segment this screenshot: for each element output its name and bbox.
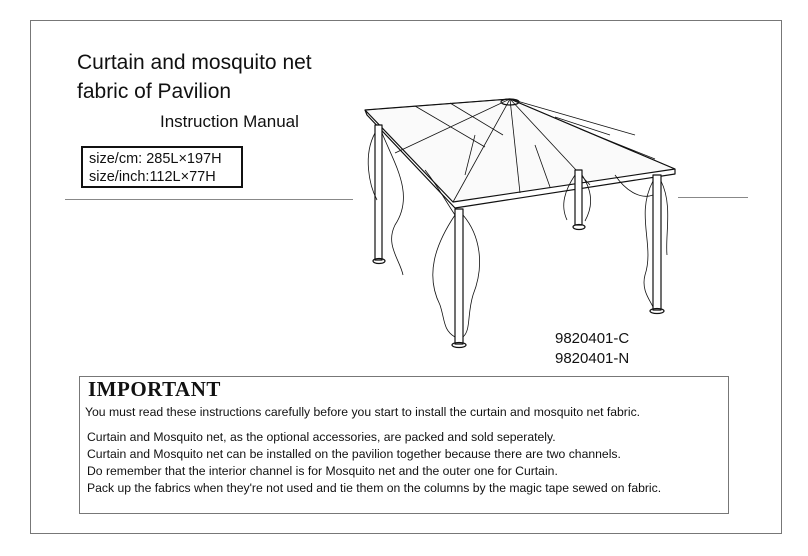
model-number-n: 9820401-N (555, 350, 630, 367)
title-line-1: Curtain and mosquito net (77, 51, 312, 74)
title-line-2: fabric of Pavilion (77, 80, 232, 103)
important-line-5: Pack up the fabrics when they're not used and tie them on the columns by the magic tape sewed on fabric. (87, 481, 662, 495)
important-line-4: Do remember that the interior channel is for Mosquito net and the outer one for Curtain. (87, 464, 558, 478)
model-numbers (555, 329, 629, 369)
important-line-1: You must read these instructions carefully before you start to install the curtain and mosquito net fabric. (85, 405, 641, 419)
document-title (77, 48, 312, 106)
important-heading: IMPORTANT (88, 377, 221, 401)
model-number-c: 9820401-C (555, 330, 630, 347)
size-box (81, 146, 243, 188)
pavilion-illustration (355, 75, 685, 350)
roof-outline (365, 99, 675, 202)
size-inch: size/inch:112L×77H (89, 169, 216, 185)
size-cm: size/cm: 285L×197H (89, 151, 222, 167)
important-line-2: Curtain and Mosquito net, as the optional accessories, are packed and sold seperately. (87, 430, 556, 444)
important-line-3: Curtain and Mosquito net can be installed on the pavilion together because there are two channels. (87, 447, 621, 461)
subtitle: Instruction Manual (160, 112, 299, 131)
divider-left (65, 199, 353, 200)
divider-right (678, 197, 748, 198)
